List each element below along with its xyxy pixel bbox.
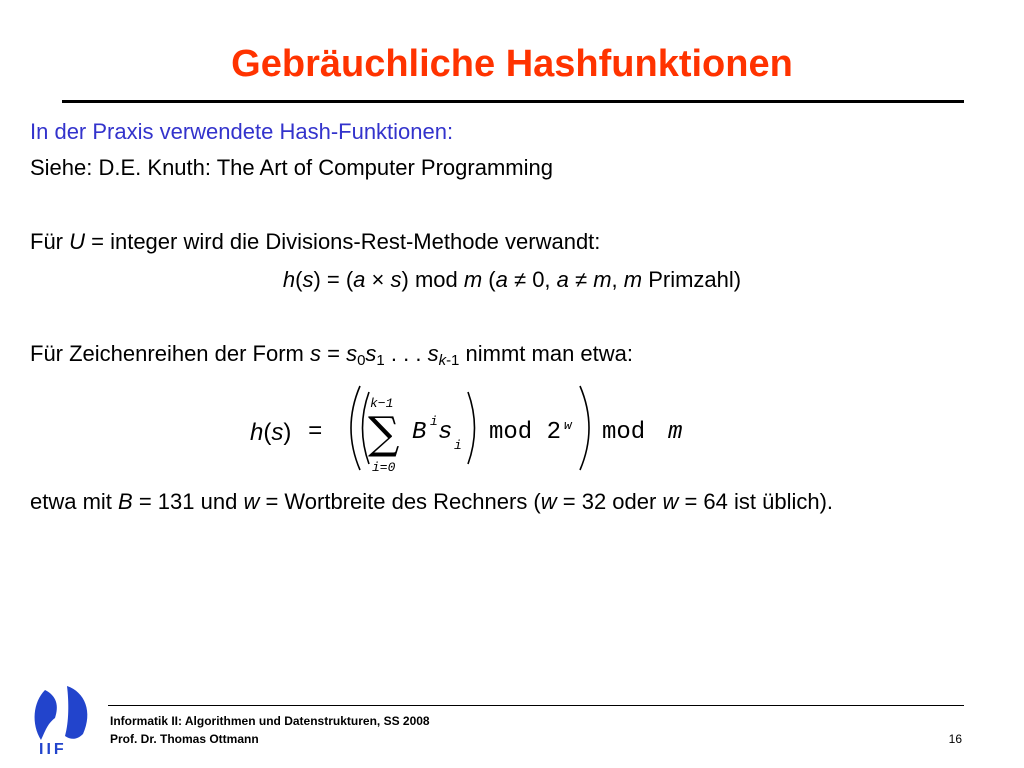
formula-lhs: h(s) xyxy=(250,419,292,446)
inner-right-paren xyxy=(465,390,483,466)
term-s: s xyxy=(438,419,453,446)
footer-author: Prof. Dr. Thomas Ottmann xyxy=(110,732,259,746)
page-number: 16 xyxy=(948,732,962,746)
term-subscript-i: i xyxy=(454,438,462,453)
sum-lower-limit: i=0 xyxy=(372,460,396,475)
mod-m-label: mod xyxy=(602,419,646,446)
mod-m-var: m xyxy=(668,419,683,446)
intro-line: In der Praxis verwendete Hash-Funktionen: xyxy=(30,119,454,144)
reference-line: Siehe: D.E. Knuth: The Art of Computer Programming xyxy=(30,155,553,180)
division-formula: h(s) = (a × s) mod m (a ≠ 0, a ≠ m, m Primzahl) xyxy=(282,267,742,292)
exponent-w: w xyxy=(564,418,572,433)
integer-case-line: Für U = integer wird die Divisions-Rest-Methode verwandt: xyxy=(30,229,601,254)
logo-text: IIF xyxy=(39,741,67,758)
formula-equals: = xyxy=(308,419,323,446)
term-B: B xyxy=(412,419,427,446)
outer-right-paren xyxy=(576,384,600,472)
iif-logo xyxy=(25,682,97,758)
term-exponent-i: i xyxy=(430,414,438,429)
footer-divider xyxy=(108,705,964,706)
footer-course: Informatik II: Algorithmen und Datenstrukturen, SS 2008 xyxy=(110,714,430,728)
string-case-line: Für Zeichenreihen der Form $s = s_0s_1$ . . . $s_{k-1}$ nimmt man etwa: xyxy=(30,341,634,369)
slide-title: Gebräuchliche Hashfunktionen xyxy=(231,43,793,85)
sum-formula xyxy=(246,382,696,474)
conclusion-line: etwa mit B = 131 und w = Wortbreite des Rechners (w = 32 oder w = 64 ist üblich). xyxy=(30,489,834,514)
mod-two: mod 2 xyxy=(489,419,562,446)
title-divider xyxy=(62,100,964,103)
sum-sigma: ∑ xyxy=(368,408,400,459)
sum-upper-limit: k−1 xyxy=(370,396,394,411)
